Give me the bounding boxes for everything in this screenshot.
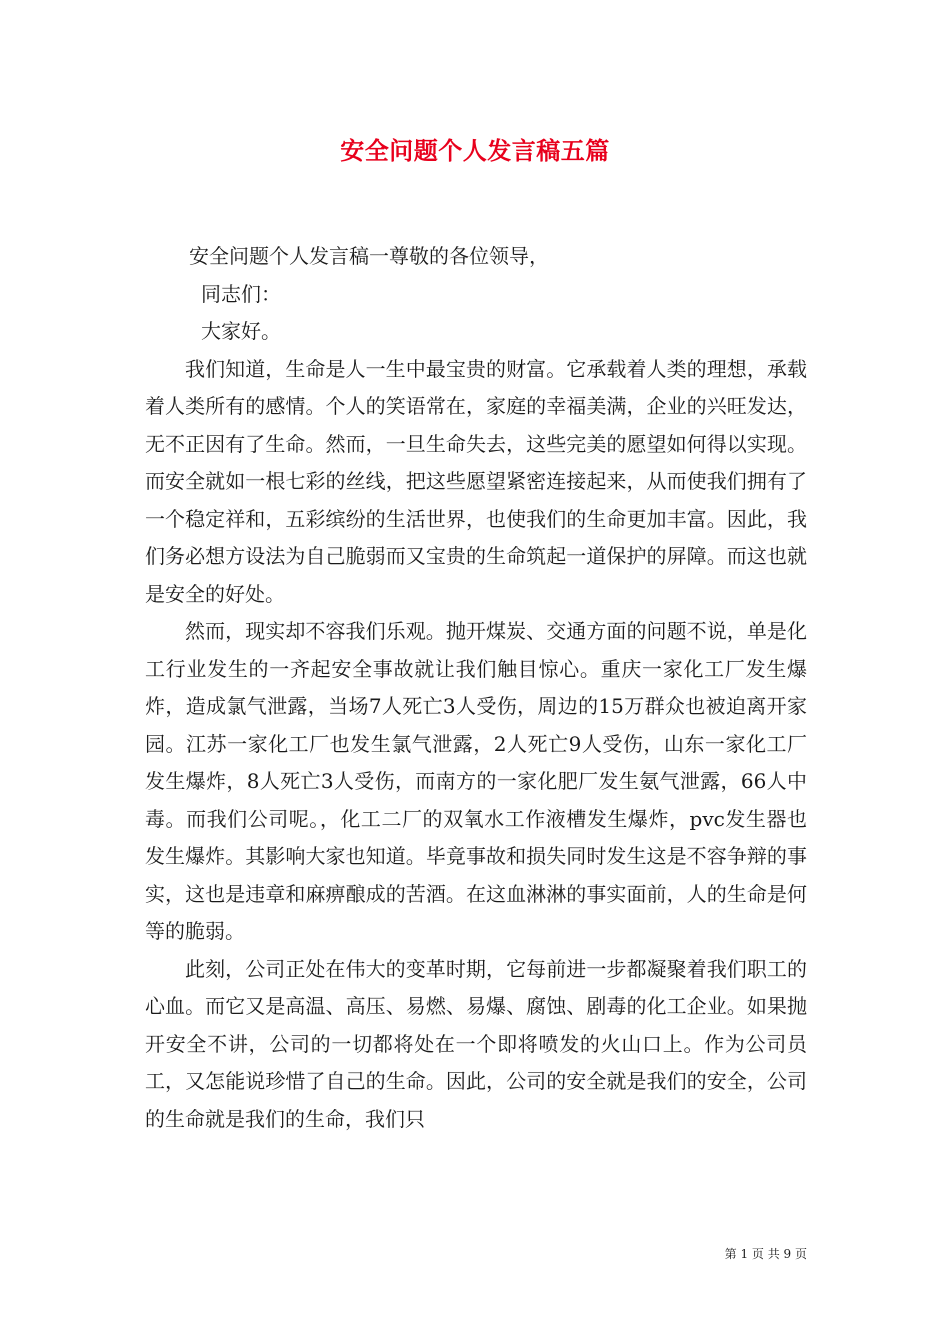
paragraph: 然而，现实却不容我们乐观。抛开煤炭、交通方面的问题不说，单是化工行业发生的一齐起安全事故就让我们触目惊心。重庆一家化工厂发生爆炸，造成氯气泄露，当场7人死亡3人受伤，周边的15万群众也被迫离开家园。江苏一家化工厂也发生氯气泄露，2人死亡9人受伤，山东一家化工厂发生爆炸，8人死亡3人受伤，而南方的一家化肥厂发生氨气泄露，66人中毒。而我们公司呢。，化工二厂的双氧水工作液槽发生爆炸，pvc发生器也发生爆炸。其影响大家也知道。毕竟事故和损失同时发生这是不容争辩的事实，这也是违章和麻痹酿成的苦酒。在这血淋淋的事实面前，人的生命是何等的脆弱。 [145, 619, 807, 943]
page-number: 第 1 页 共 9 页 [724, 1247, 807, 1261]
greeting-line: 同志们： [201, 281, 281, 306]
opening-line: 安全问题个人发言稿一尊敬的各位领导， [189, 244, 549, 268]
paragraph: 我们知道，生命是人一生中最宝贵的财富。它承载着人类的理想，承载着人类所有的感情。个人的笑语常在，家庭的幸福美满，企业的兴旺发达，无不正因有了生命。然而，一旦生命失去，这些完美的愿望如何得以实现。而安全就如一根七彩的丝线，把这些愿望紧密连接起来，从而使我们拥有了一个稳定祥和，五彩缤纷的生活世界，也使我们的生命更加丰富。因此，我们务必想方设法为自己脆弱而又宝贵的生命筑起一道保护的屏障。而这也就是安全的好处。 [145, 356, 807, 606]
document-body [145, 238, 807, 1138]
document-title: 安全问题个人发言稿五篇 [340, 136, 610, 165]
greeting-line: 大家好。 [201, 319, 281, 343]
paragraph: 此刻，公司正处在伟大的变革时期，它每前进一步都凝聚着我们职工的心血。而它又是高温、高压、易燃、易爆、腐蚀、剧毒的化工企业。如果抛开安全不讲，公司的一切都将处在一个即将喷发的火山口上。作为公司员工，又怎能说珍惜了自己的生命。因此，公司的安全就是我们的安全，公司的生命就是我们的生命，我们只 [145, 956, 807, 1131]
